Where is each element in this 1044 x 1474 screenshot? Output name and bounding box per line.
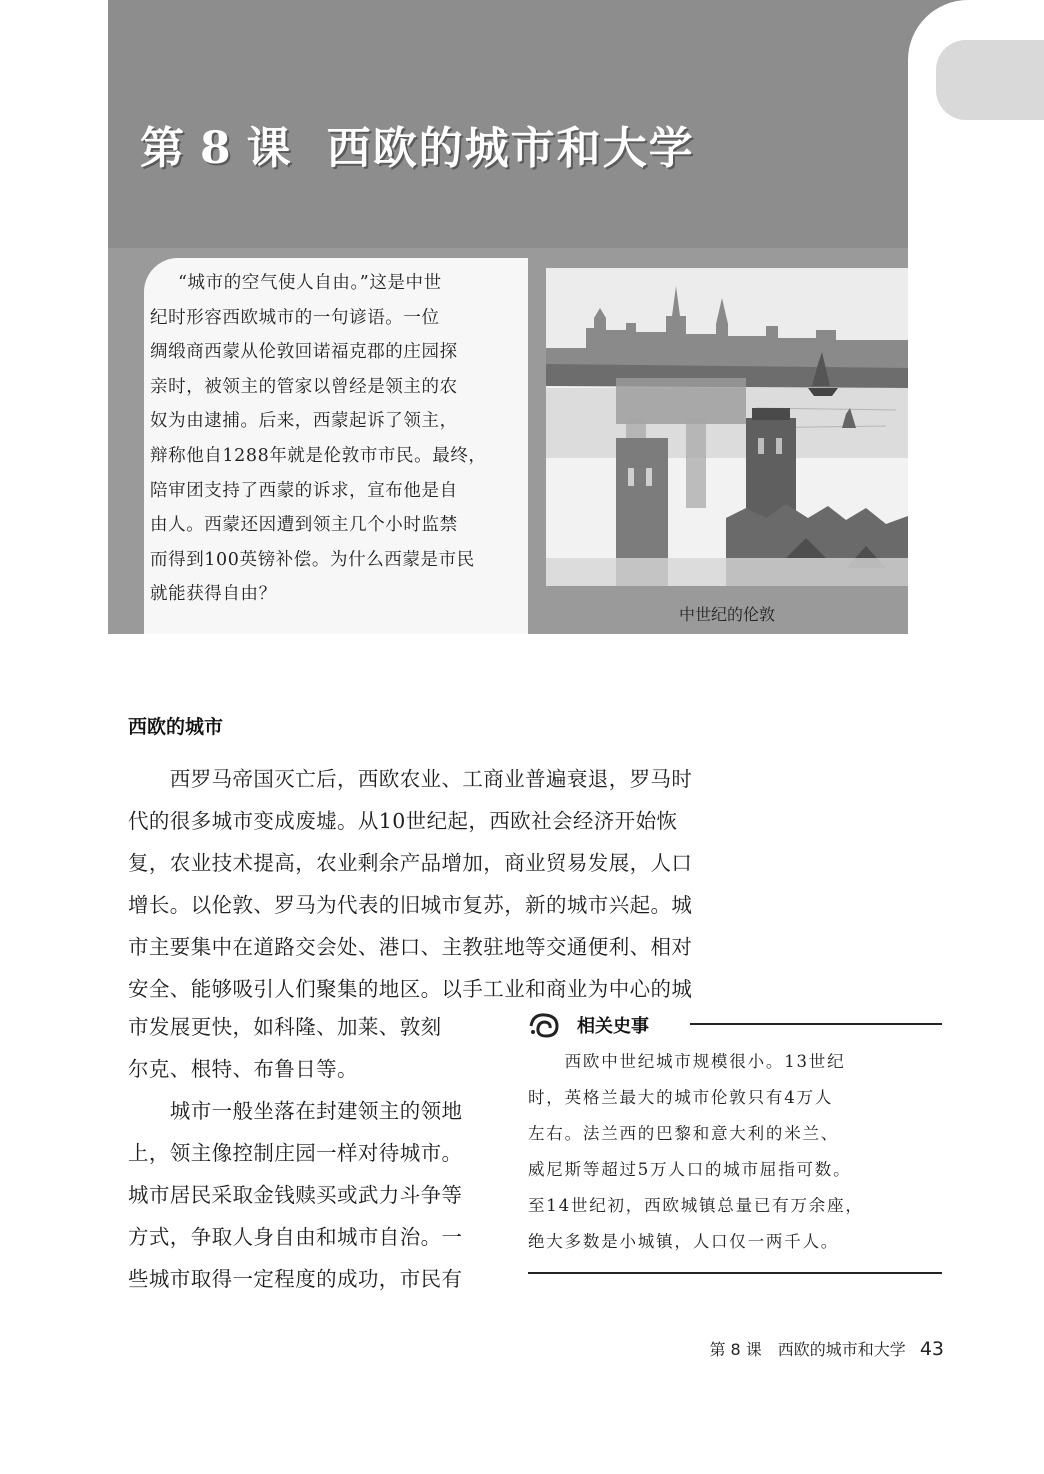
lesson-number: 8 xyxy=(200,123,233,174)
page-number: 43 xyxy=(919,1338,944,1360)
intro-line: 而得到100英镑补偿。为什么西蒙是市民 xyxy=(150,549,475,570)
main-paragraph xyxy=(128,758,768,1010)
intro-line: 奴为由逮捕。后来，西蒙起诉了领主， xyxy=(150,411,458,432)
section-title: 西欧的城市 xyxy=(128,716,224,738)
main-line: 增长。以伦敦、罗马为代表的旧城市复苏，新的城市兴起。城 xyxy=(128,893,693,917)
main-line: 安全、能够吸引人们聚集的地区。以手工业和商业为中心的城 xyxy=(128,977,693,1001)
corner-tab-decoration xyxy=(936,40,1044,120)
sidebar-line: 左右。法兰西的巴黎和意大利的米兰、 xyxy=(528,1124,840,1143)
left-col-line: 城市一般坐落在封建领主的领地 xyxy=(128,1099,463,1123)
intro-line: 就能获得自由？ xyxy=(150,584,277,605)
main-line: 代的很多城市变成废墟。从10世纪起，西欧社会经济开始恢 xyxy=(128,809,678,833)
main-line: 复，农业技术提高，农业剩余产品增加，商业贸易发展，人口 xyxy=(128,851,693,875)
left-col-line: 市发展更快，如科隆、加莱、敦刻 xyxy=(128,1015,442,1039)
illustration-caption: 中世纪的伦敦 xyxy=(678,605,775,624)
sidebar-header xyxy=(527,1008,945,1044)
left-col-line: 方式，争取人身自由和城市自治。一 xyxy=(128,1225,463,1249)
intro-line: “城市的空气使人自由。”这是中世 xyxy=(178,273,442,293)
sidebar-line: 威尼斯等超过5万人口的城市屈指可数。 xyxy=(528,1160,852,1179)
left-col-line: 城市居民采取金钱赎买或武力斗争等 xyxy=(128,1183,463,1207)
left-column-text xyxy=(128,1006,498,1300)
sidebar-line: 西欧中世纪城市规模很小。13世纪 xyxy=(528,1052,846,1071)
lesson-name: 西欧的城市和大学 xyxy=(326,123,695,174)
left-col-line: 上，领主像控制庄园一样对待城市。 xyxy=(128,1141,463,1165)
sidebar-line: 时，英格兰最大的城市伦敦只有4万人 xyxy=(528,1088,834,1107)
intro-line: 辩称他自1288年就是伦敦市市民。最终， xyxy=(150,445,487,466)
lesson-suffix: 课 xyxy=(246,123,293,174)
left-col-line: 尔克、根特、布鲁日等。 xyxy=(128,1057,358,1081)
sidebar-bottom-rule xyxy=(528,1272,942,1274)
sidebar-text xyxy=(528,1044,942,1260)
intro-line: 陪审团支持了西蒙的诉求，宣布他是自 xyxy=(150,480,458,501)
left-col-line: 些城市取得一定程度的成功，市民有 xyxy=(128,1267,463,1291)
footer-lesson: 第 8 课 西欧的城市和大学 xyxy=(709,1340,906,1359)
main-line: 市主要集中在道路交会处、港口、主教驻地等交通便利、相对 xyxy=(128,935,693,959)
intro-line: 亲时，被领主的管家以曾经是领主的农 xyxy=(150,376,458,397)
sidebar-label: 相关史事 xyxy=(577,1016,649,1037)
lesson-title xyxy=(140,112,695,176)
lesson-prefix: 第 xyxy=(140,123,186,174)
london-engraving-picture xyxy=(546,268,908,586)
intro-line: 绸缎商西蒙从伦敦回诺福克郡的庄园探 xyxy=(150,342,458,363)
intro-text xyxy=(150,266,516,612)
page-footer xyxy=(709,1337,944,1360)
sidebar-top-rule xyxy=(690,1023,942,1025)
sidebar-line: 至14世纪初，西欧城镇总量已有万余座， xyxy=(528,1196,864,1215)
sidebar-line: 绝大多数是小城镇，人口仅一两千人。 xyxy=(528,1232,840,1251)
swirl-icon xyxy=(527,1010,563,1040)
medieval-london-illustration xyxy=(546,268,908,586)
intro-line: 由人。西蒙还因遭到领主几个小时监禁 xyxy=(150,515,458,536)
corner-decoration xyxy=(908,0,1044,248)
intro-line: 纪时形容西欧城市的一句谚语。一位 xyxy=(150,307,440,328)
main-line: 西罗马帝国灭亡后，西欧农业、工商业普遍衰退，罗马时 xyxy=(128,767,693,791)
